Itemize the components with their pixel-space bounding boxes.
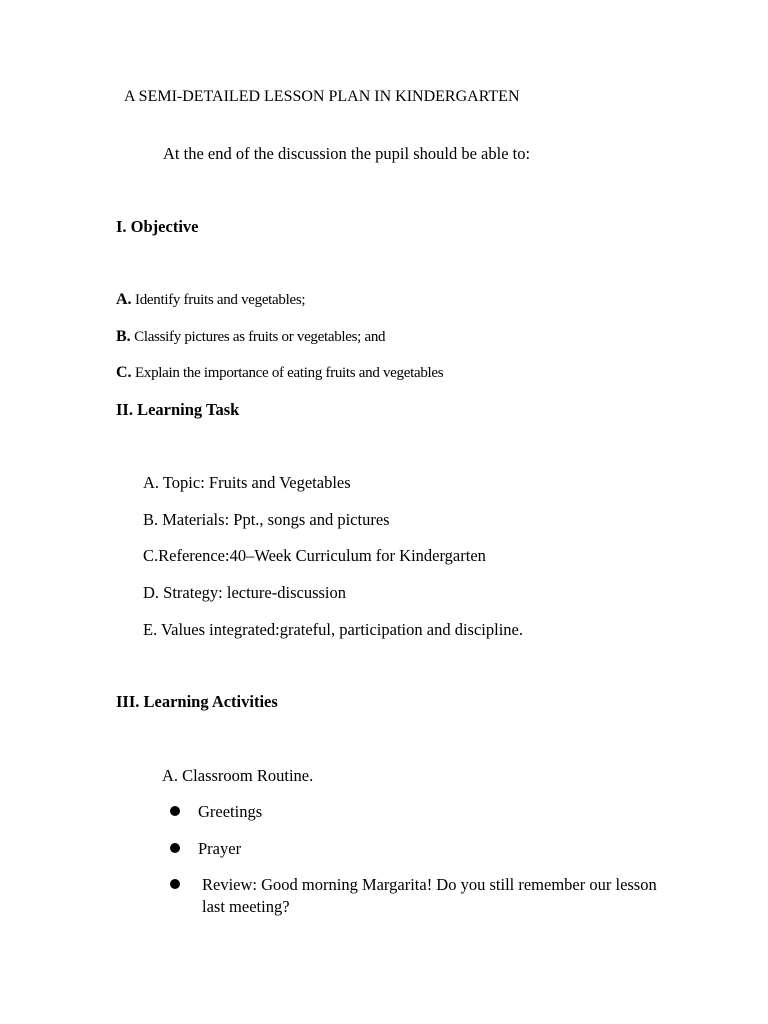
objective-text: Classify pictures as fruits or vegetables; and (134, 329, 386, 345)
objective-item (116, 290, 305, 310)
bullet-dot-icon (170, 843, 180, 853)
objective-item (116, 363, 443, 383)
bullet-dot-icon (170, 806, 180, 816)
objective-letter: A. (116, 291, 132, 308)
learning-task-item: C.Reference:40–Week Curriculum for Kindergarten (143, 546, 486, 565)
bullet-item (170, 874, 662, 918)
objective-item (116, 327, 385, 347)
activities-subheading: A. Classroom Routine. (162, 766, 314, 785)
intro-text: At the end of the discussion the pupil should be able to: (163, 144, 531, 163)
bullet-dot-icon (170, 879, 180, 889)
bullet-text: Greetings (198, 802, 263, 821)
objective-letter: B. (116, 328, 131, 345)
section-heading-objective: I. Objective (116, 217, 199, 236)
bullet-item (170, 838, 658, 860)
learning-task-item: D. Strategy: lecture-discussion (143, 583, 346, 602)
learning-task-item: A. Topic: Fruits and Vegetables (143, 473, 351, 492)
learning-task-item: E. Values integrated:grateful, participation and discipline. (143, 620, 523, 639)
learning-task-item: B. Materials: Ppt., songs and pictures (143, 510, 390, 529)
objective-letter: C. (116, 364, 132, 381)
objective-text: Explain the importance of eating fruits and vegetables (135, 365, 444, 381)
bullet-text: Prayer (198, 839, 242, 858)
section-heading-learning-activities: III. Learning Activities (116, 692, 278, 711)
objective-text: Identify fruits and vegetables; (135, 292, 306, 308)
bullet-text: Review: Good morning Margarita! Do you still remember our lesson last meeting? (202, 875, 657, 916)
section-heading-learning-task: II. Learning Task (116, 400, 240, 419)
document-title: A SEMI-DETAILED LESSON PLAN IN KINDERGARTEN (124, 88, 520, 105)
bullet-item (170, 801, 658, 823)
